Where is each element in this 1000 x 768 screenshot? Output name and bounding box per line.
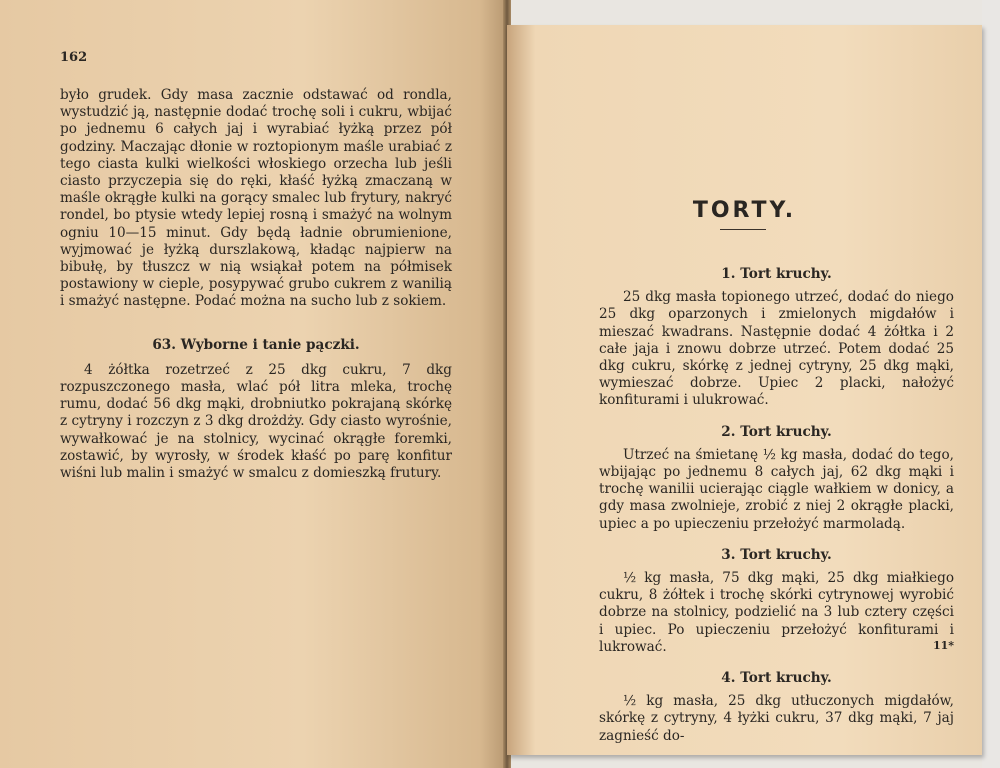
page-number: 162: [60, 50, 88, 65]
recipe-title: 3. Tort kruchy.: [721, 546, 832, 563]
recipe-title: 4. Tort kruchy.: [721, 670, 832, 687]
left-page-body: [60, 87, 452, 482]
recipe-title: 63. Wyborne i tanie pączki.: [152, 336, 360, 353]
recipe-paragraph: 4 żółtka rozetrzeć z 25 dkg cukru, 7 dkg rozpuszczonego masła, wlać pół litra mleka, trochę rumu, dodać 56 dkg mąki, drobniutko pokrajaną skórkę z cytryny i rozczyn z 3 dkg drożdży. Gdy ciasto wyrośnie, wywałkować je na stolnicy, wycinać okrągłe foremki, zostawić, by wyrosły, w środek kłaść po parę konfitur wiśni lub malin i smażyć w smalcu z domieszką frutury.: [60, 361, 452, 482]
right-page: [507, 25, 982, 755]
recipe-paragraph: Utrzeć na śmietanę ½ kg masła, dodać do tego, wbijając po jednemu 8 całych jaj, 62 dkg mąki i trochę wanilii ucierając ciągle wałkiem w donicy, a gdy masa zwolnieje, zrobić z niej 2 okrągłe placki, upiec a po upieczeniu przełożyć marmoladą.: [599, 446, 954, 532]
recipe-paragraph: ½ kg masła, 25 dkg utłuczonych migdałów, skórkę z cytryny, 4 łyżki cukru, 37 dkg mąki, 7 jaj zagnieść do-: [599, 693, 954, 744]
continuation-paragraph: było grudek. Gdy masa zacznie odstawać od rondla, wystudzić ją, następnie dodać trochę soli i cukru, wbijać po jednemu 6 całych jaj i wyrabiać łyżką przez pół godziny. Maczając dłonie w roztopionym maśle urabiać z tego ciasta kulki wielkości włoskiego orzecha lub jeśli ciasto przyczepia się do ręki, kłaść łyżką zmaczaną w maśle okrągłe kulki na gorący smalec lub frytury, nakryć rondel, bo ptysie wtedy lepiej rosną i smażyć na wolnym ogniu 10—15 minut. Gdy będą ładnie obrumienione, wyjmować je łyżką durszlakową, kładąc najpierw na bibułę, by tłuszcz w nią wsiąkał potem na półmisek postawiony w cieple, posypywać grubo cukrem z wanilią i smażyć następne. Podać można na sucho lub z sokiem.: [60, 87, 452, 310]
recipe-title: 2. Tort kruchy.: [721, 423, 832, 440]
recipe-title: 1. Tort kruchy.: [721, 266, 832, 282]
chapter-divider: [720, 229, 766, 230]
chapter-title: TORTY.: [692, 198, 797, 223]
recipe-paragraph: 25 dkg masła topionego utrzeć, dodać do niego 25 dkg oparzonych i zmielonych migdałów i mieszać kwadrans. Następnie dodać 4 żółtka i 2 całe jaja i znowu dobrze utrzeć. Potem dodać 25 dkg cukru, skórkę z jednej cytryny, 25 dkg mąki, wymieszać dobrze. Upiec 2 placki, nałożyć konfiturami i ulukrować.: [599, 289, 954, 409]
background: [982, 0, 1000, 768]
recipe-paragraph: ½ kg masła, 75 dkg mąki, 25 dkg miałkiego cukru, 8 żółtek i trochę skórki cytrynowej wyrobić dobrze na stolnicy, podzielić na 3 lub cztery części i upiec. Po upieczeniu przełożyć konfiturami i lukrować.: [599, 570, 954, 655]
right-page-body: [599, 238, 954, 745]
signature-mark: 11*: [932, 639, 954, 652]
